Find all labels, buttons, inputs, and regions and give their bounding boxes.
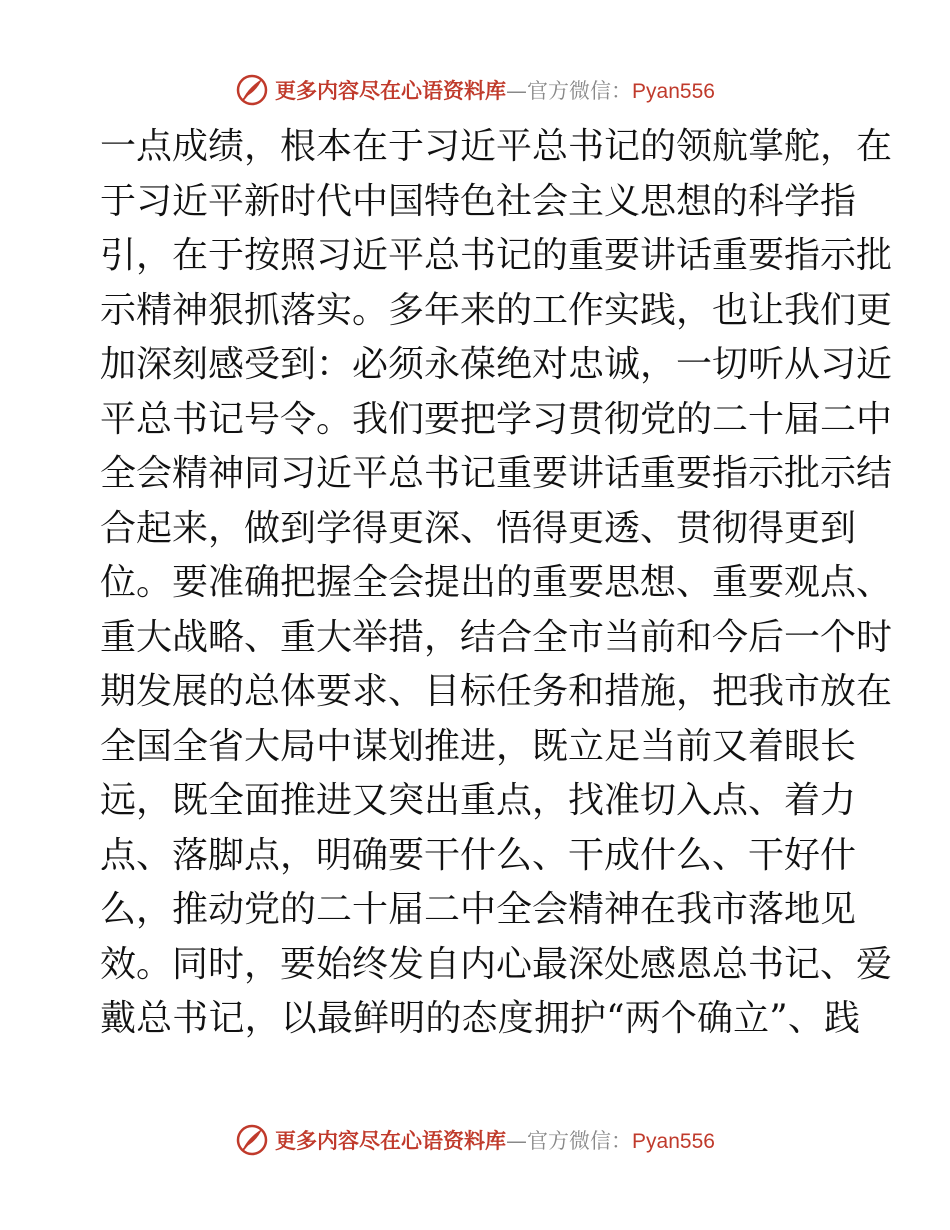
banner-main-text: 更多内容尽在心语资料库 [275,1128,507,1153]
text-line: 么，推动党的二十届二中全会精神在我市落地见 [100,889,857,930]
banner-text [275,75,715,105]
quill-pen-logo-icon [235,73,269,107]
banner-separator: — [506,1129,528,1153]
text-line: 点、落脚点，明确要干什么、干成什么、干好什 [100,834,857,876]
text-line: 全会精神同习近平总书记重要讲话重要指示批示结 [100,453,893,494]
text-line: 示精神狠抓落实。多年来的工作实践，也让我们更 [100,289,893,331]
header-banner [0,70,950,110]
text-line: 加深刻感受到：必须永葆绝对忠诚，一切听从习近 [100,344,893,385]
banner-text [275,1125,715,1155]
text-line: 重大战略、重大举措，结合全市当前和今后一个时 [100,616,893,658]
quill-pen-logo-icon [235,1123,269,1157]
banner-sub-text: 官方微信： [527,1129,633,1153]
text-line: 引，在于按照习近平总书记的重要讲话重要指示批 [100,235,893,276]
banner-wechat-id: Pyan556 [632,1130,715,1153]
text-line: 远，既全面推进又突出重点，找准切入点、着力 [100,780,857,821]
banner-sub-text: 官方微信： [527,79,633,103]
text-line: 平总书记号令。我们要把学习贯彻党的二十届二中 [100,398,893,440]
text-line: 效。同时，要始终发自内心最深处感恩总书记、爱 [100,943,893,985]
text-line: 期发展的总体要求、目标任务和措施，把我市放在 [100,671,893,712]
text-line: 全国全省大局中谋划推进，既立足当前又着眼长 [100,725,857,767]
text-line: 一点成绩，根本在于习近平总书记的领航掌舵，在 [100,126,893,167]
banner-separator: — [506,79,528,103]
text-line: 戴总书记，以最鲜明的态度拥护“两个确立”、践 [100,998,860,1039]
banner-main-text: 更多内容尽在心语资料库 [275,78,507,103]
text-line: 于习近平新时代中国特色社会主义思想的科学指 [100,180,857,222]
banner-wechat-id: Pyan556 [632,80,715,103]
document-body [100,120,893,1047]
footer-banner [0,1120,950,1160]
text-line: 合起来，做到学得更深、悟得更透、贯彻得更到 [100,507,857,549]
text-line: 位。要准确把握全会提出的重要思想、重要观点、 [100,562,893,603]
